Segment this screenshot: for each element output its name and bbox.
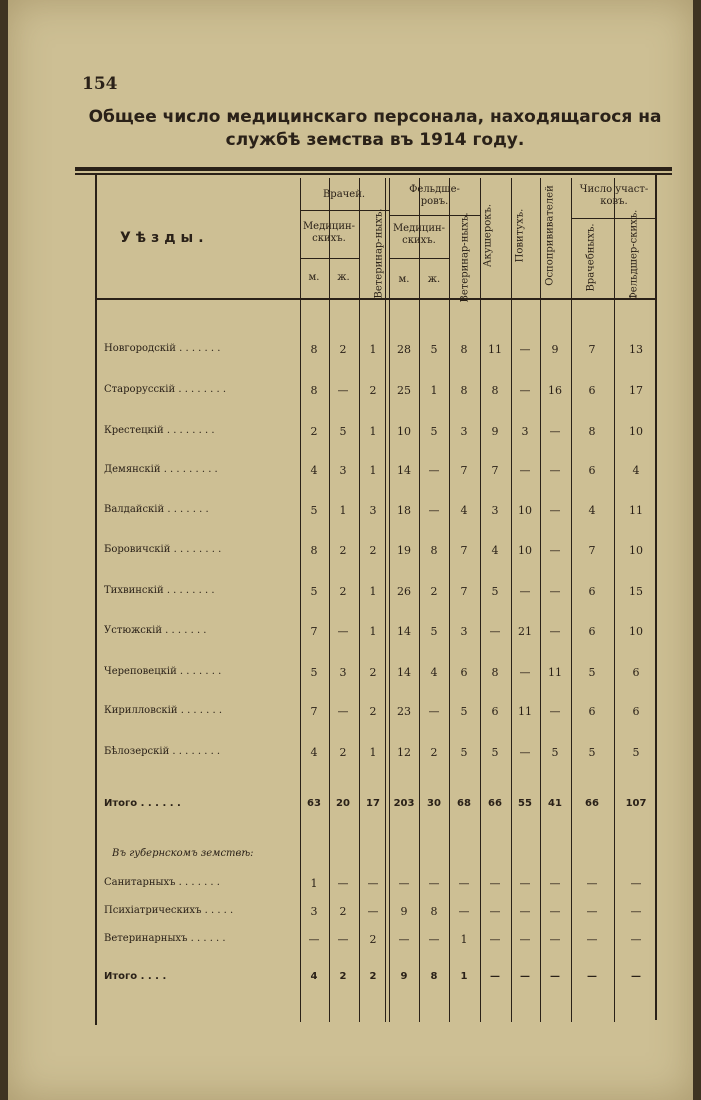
column-divider [359, 178, 360, 1022]
table-right-border [655, 175, 657, 1020]
header-meditsinskikh-2: скихъ. [312, 233, 346, 244]
table-cell: — [428, 464, 440, 477]
table-cell: 2 [369, 544, 377, 557]
table-cell: 5 [310, 504, 318, 517]
header-feld-meditsinskikh-2: скихъ. [402, 235, 436, 246]
table-cell: 8 [310, 384, 318, 397]
top-rule-thin [75, 173, 672, 175]
table-cell: 6 [588, 464, 596, 477]
table-cell: — [630, 905, 642, 918]
title-line-1: Общее число медицинскаго персонала, находящагося на [88, 107, 662, 127]
table-cell: 7 [460, 464, 468, 477]
table-cell: 63 [307, 798, 321, 809]
header-feld-veterinarnykh: Ветеринар-ныхъ. [459, 212, 471, 303]
table-cell: — [549, 933, 561, 946]
table-cell: — [458, 905, 470, 918]
row-label: Психіатрическихъ . . . . . [104, 905, 234, 916]
table-cell: 66 [488, 798, 502, 809]
table-cell: 5 [491, 585, 499, 598]
table-cell: 15 [629, 585, 643, 598]
table-cell: 14 [397, 625, 411, 638]
table-cell: 19 [397, 544, 411, 557]
table-cell: 2 [430, 585, 438, 598]
row-label: Итого . . . . . . [104, 798, 181, 809]
table-cell: 5 [632, 746, 640, 759]
table-cell: 10 [397, 425, 411, 438]
table-cell: 4 [460, 504, 468, 517]
table-cell: — [549, 705, 561, 718]
table-cell: 6 [588, 384, 596, 397]
table-cell: 12 [397, 746, 411, 759]
table-cell: 1 [369, 425, 377, 438]
table-cell: — [519, 905, 531, 918]
header-feldsherskikh: Фельдшер-скихъ. [628, 209, 640, 301]
table-cell: 21 [518, 625, 532, 638]
row-label: Новгородскій . . . . . . . [104, 343, 221, 354]
header-rule-vrachei-sub [300, 258, 359, 259]
table-cell: 9 [400, 971, 408, 982]
row-label: Бѣлозерскій . . . . . . . . [104, 746, 221, 757]
table-cell: — [520, 971, 530, 982]
table-cell: 26 [397, 585, 411, 598]
table-cell: 10 [629, 625, 643, 638]
header-feldsherov-1: Фельдше- [409, 184, 460, 195]
column-divider [419, 178, 420, 1022]
table-cell: — [519, 666, 531, 679]
table-cell: — [549, 905, 561, 918]
table-cell: 3 [521, 425, 529, 438]
table-cell: 9 [491, 425, 499, 438]
table-cell: — [549, 504, 561, 517]
table-cell: — [519, 343, 531, 356]
table-cell: 8 [430, 544, 438, 557]
table-cell: 3 [460, 625, 468, 638]
header-feld-m: м. [398, 274, 410, 285]
table-cell: 2 [339, 905, 347, 918]
table-cell: 6 [588, 585, 596, 598]
table-cell: 10 [629, 425, 643, 438]
table-cell: 10 [518, 504, 532, 517]
table-cell: 5 [430, 343, 438, 356]
table-cell: 17 [366, 798, 380, 809]
table-cell: 1 [339, 504, 347, 517]
table-cell: 6 [632, 705, 640, 718]
table-cell: — [519, 746, 531, 759]
table-cell: — [549, 425, 561, 438]
table-cell: — [550, 971, 560, 982]
table-cell: 7 [310, 625, 318, 638]
table-cell: — [549, 544, 561, 557]
table-cell: 8 [460, 384, 468, 397]
table-cell: 25 [397, 384, 411, 397]
table-cell: 203 [393, 798, 415, 809]
table-cell: 3 [369, 504, 377, 517]
table-cell: — [630, 877, 642, 890]
table-cell: — [549, 877, 561, 890]
header-feld-zh: ж. [427, 274, 441, 285]
table-cell: 2 [369, 971, 377, 982]
table-cell: 3 [339, 464, 347, 477]
table-cell: — [630, 933, 642, 946]
gub-caption: Въ губернскомъ земствѣ: [112, 848, 254, 859]
table-cell: 4 [310, 971, 318, 982]
table-cell: 7 [460, 585, 468, 598]
header-akusherok: Акушерокъ. [482, 203, 494, 268]
table-cell: 4 [310, 464, 318, 477]
table-cell: — [519, 464, 531, 477]
table-cell: 1 [369, 746, 377, 759]
table-cell: 8 [491, 384, 499, 397]
table-cell: 7 [310, 705, 318, 718]
table-cell: — [337, 384, 349, 397]
header-vrachei: Врачей. [322, 189, 366, 200]
table-cell: 8 [491, 666, 499, 679]
table-cell: 7 [588, 544, 596, 557]
column-divider [511, 178, 512, 1022]
table-cell: 1 [460, 971, 468, 982]
table-cell: — [337, 933, 349, 946]
table-cell: 1 [369, 464, 377, 477]
table-cell: 23 [397, 705, 411, 718]
table-cell: 5 [339, 425, 347, 438]
page-title [80, 106, 670, 152]
column-divider [329, 178, 330, 1022]
row-label: Устюжскій . . . . . . . [104, 625, 207, 636]
table-cell: 2 [310, 425, 318, 438]
table-cell: — [337, 877, 349, 890]
table-cell: 11 [518, 705, 532, 718]
table-cell: 5 [460, 746, 468, 759]
table-cell: — [519, 877, 531, 890]
header-meditsinskikh-1: Медицин- [302, 221, 356, 232]
table-cell: 9 [400, 905, 408, 918]
table-cell: 107 [625, 798, 647, 809]
table-cell: — [337, 625, 349, 638]
header-zh: ж. [337, 272, 350, 283]
title-line-2: службѣ земства въ 1914 году. [225, 130, 525, 150]
column-divider [480, 178, 481, 1022]
table-cell: — [428, 877, 440, 890]
table-cell: 10 [518, 544, 532, 557]
row-label: Санитарныхъ . . . . . . . [104, 877, 220, 888]
table-cell: 6 [460, 666, 468, 679]
table-cell: 4 [491, 544, 499, 557]
table-cell: — [428, 705, 440, 718]
table-cell: 5 [430, 425, 438, 438]
table-cell: — [587, 971, 597, 982]
table-cell: 4 [430, 666, 438, 679]
table-cell: — [490, 971, 500, 982]
table-cell: — [489, 905, 501, 918]
table-cell: 41 [548, 798, 562, 809]
table-cell: — [586, 933, 598, 946]
header-chislo-uchastkov-1: Число участ- [579, 184, 649, 195]
table-cell: 5 [460, 705, 468, 718]
table-cell: — [308, 933, 320, 946]
table-cell: 66 [585, 798, 599, 809]
table-cell: 55 [518, 798, 532, 809]
page-number: 154 [82, 74, 118, 94]
top-rule-thick [75, 167, 672, 171]
table-cell: 3 [310, 905, 318, 918]
row-label: Демянскій . . . . . . . . . [104, 464, 218, 475]
table-cell: 8 [430, 971, 438, 982]
header-rule-uchastkov [571, 218, 657, 219]
row-label: Крестецкій . . . . . . . . [104, 425, 215, 436]
header-chislo-uchastkov-2: ковъ. [600, 196, 628, 207]
row-label: Итого . . . . [104, 971, 167, 982]
table-cell: — [586, 877, 598, 890]
table-cell: 1 [310, 877, 318, 890]
header-vrach-veterinarnykh: Ветеринар-ныхъ. [373, 208, 385, 299]
table-cell: 5 [588, 666, 596, 679]
table-cell: — [549, 625, 561, 638]
header-m: м. [308, 272, 320, 283]
row-label: Валдайскій . . . . . . . [104, 504, 209, 515]
table-cell: — [489, 933, 501, 946]
row-label: Боровичскій . . . . . . . . [104, 544, 222, 555]
column-divider [300, 178, 301, 1022]
table-cell: — [519, 933, 531, 946]
table-cell: 68 [457, 798, 471, 809]
table-left-border [95, 175, 97, 1025]
header-uezdy: Уѣзды. [120, 230, 209, 246]
table-cell: 4 [588, 504, 596, 517]
table-cell: 3 [491, 504, 499, 517]
table-cell: 2 [369, 933, 377, 946]
column-divider [449, 178, 450, 1022]
table-cell: 8 [310, 544, 318, 557]
table-cell: 8 [460, 343, 468, 356]
table-cell: 2 [339, 585, 347, 598]
table-cell: 5 [491, 746, 499, 759]
table-cell: 3 [460, 425, 468, 438]
header-feldsherov [389, 184, 480, 208]
header-ospoprivivatelei: Оспопрививателей [544, 185, 556, 286]
header-feld-meditsinskikh [389, 223, 449, 247]
header-chislo-uchastkov [571, 184, 657, 208]
table-cell: — [489, 625, 501, 638]
table-cell: 7 [491, 464, 499, 477]
column-divider [389, 178, 390, 1022]
table-cell: — [367, 877, 379, 890]
table-cell: 16 [548, 384, 562, 397]
table-cell: 11 [488, 343, 502, 356]
table-cell: 10 [629, 544, 643, 557]
table-cell: 6 [588, 625, 596, 638]
table-cell: 5 [310, 666, 318, 679]
table-cell: 4 [632, 464, 640, 477]
table-cell: — [631, 971, 641, 982]
header-vrachebnykh: Врачебныхъ. [585, 223, 597, 292]
row-label: Ветеринарныхъ . . . . . . [104, 933, 226, 944]
table-cell: 2 [339, 544, 347, 557]
table-cell: 6 [491, 705, 499, 718]
table-cell: 1 [369, 625, 377, 638]
table-cell: — [519, 585, 531, 598]
table-cell: 2 [369, 705, 377, 718]
table-cell: 5 [551, 746, 559, 759]
header-feldsherov-2: ровъ. [420, 196, 449, 207]
table-cell: 2 [339, 971, 347, 982]
row-label: Череповецкій . . . . . . . [104, 666, 222, 677]
table-cell: 14 [397, 464, 411, 477]
column-divider [614, 178, 615, 1022]
table-cell: 7 [460, 544, 468, 557]
table-cell: 2 [430, 746, 438, 759]
table-cell: 6 [632, 666, 640, 679]
table-cell: — [519, 384, 531, 397]
table-cell: 1 [369, 585, 377, 598]
table-cell: — [398, 877, 410, 890]
table-cell: 8 [430, 905, 438, 918]
table-cell: — [337, 705, 349, 718]
table-cell: 8 [310, 343, 318, 356]
row-label: Тихвинскій . . . . . . . . [104, 585, 215, 596]
table-cell: — [586, 905, 598, 918]
table-cell: 1 [460, 933, 468, 946]
table-cell: 11 [629, 504, 643, 517]
table-cell: — [367, 905, 379, 918]
column-divider-double [385, 178, 386, 1022]
table-cell: — [549, 464, 561, 477]
table-cell: — [428, 504, 440, 517]
table-cell: 9 [551, 343, 559, 356]
table-cell: — [549, 585, 561, 598]
table-cell: 5 [430, 625, 438, 638]
row-label: Старорусскій . . . . . . . . [104, 384, 227, 395]
table-cell: 30 [427, 798, 441, 809]
table-cell: — [458, 877, 470, 890]
table-cell: — [398, 933, 410, 946]
table-cell: 2 [369, 666, 377, 679]
table-cell: 20 [336, 798, 350, 809]
table-cell: — [489, 877, 501, 890]
header-povitukh: Повитухъ. [514, 208, 526, 263]
table-cell: — [428, 933, 440, 946]
table-cell: 17 [629, 384, 643, 397]
table-cell: 13 [629, 343, 643, 356]
row-label: Кирилловскій . . . . . . . [104, 705, 223, 716]
table-cell: 18 [397, 504, 411, 517]
table-cell: 7 [588, 343, 596, 356]
header-meditsinskikh [300, 221, 358, 245]
table-cell: 5 [310, 585, 318, 598]
header-rule-feldsherov-sub [389, 258, 449, 259]
header-feld-meditsinskikh-1: Медицин- [392, 223, 446, 234]
table-cell: 28 [397, 343, 411, 356]
table-cell: 4 [310, 746, 318, 759]
table-cell: 2 [339, 343, 347, 356]
column-divider [540, 178, 541, 1022]
table-cell: 1 [369, 343, 377, 356]
table-cell: 8 [588, 425, 596, 438]
column-divider [571, 178, 572, 1022]
table-cell: 11 [548, 666, 562, 679]
table-cell: 2 [339, 746, 347, 759]
table-cell: 5 [588, 746, 596, 759]
table-cell: 6 [588, 705, 596, 718]
table-cell: 14 [397, 666, 411, 679]
table-cell: 3 [339, 666, 347, 679]
table-cell: 1 [430, 384, 438, 397]
table-cell: 2 [369, 384, 377, 397]
